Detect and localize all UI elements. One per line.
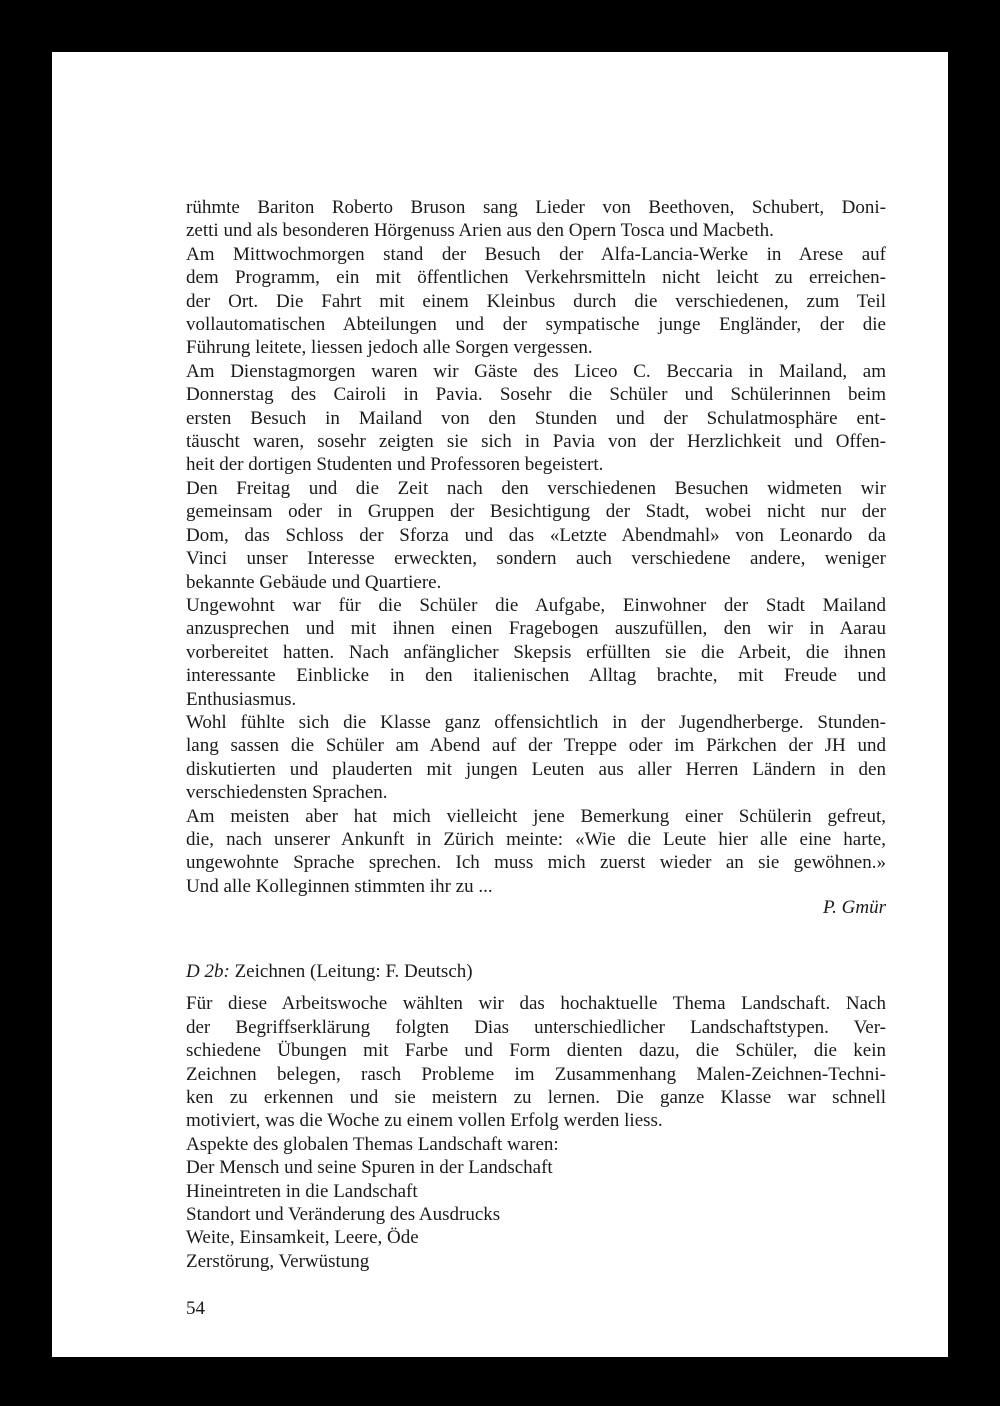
text-line: vorbereitet hatten. Nach anfänglicher Skepsis erfüllten sie die Arbeit, die ihnen bbox=[186, 641, 886, 663]
text-line: Für diese Arbeitswoche wählten wir das hochaktuelle Thema Landschaft. Nach bbox=[186, 993, 886, 1015]
section-code: D 2b: bbox=[186, 961, 230, 982]
page-number: 54 bbox=[186, 1298, 205, 1319]
text-line: Führung leitete, liessen jedoch alle Sorgen vergessen. bbox=[186, 337, 593, 359]
text-line: ken zu erkennen und sie meistern zu lernen. Die ganze Klasse war schnell bbox=[186, 1087, 886, 1109]
text-line: Ungewohnt war für die Schüler die Aufgabe, Einwohner der Stadt Mailand bbox=[186, 594, 886, 616]
report-body bbox=[186, 196, 886, 898]
text-line: vollautomatischen Abteilungen und der sympatische junge Engländer, der die bbox=[186, 314, 886, 336]
text-line: Am Dienstagmorgen waren wir Gäste des Liceo C. Beccaria in Mailand, am bbox=[186, 360, 886, 382]
text-line: Enthusiasmus. bbox=[186, 688, 297, 710]
text-line: Zeichnen belegen, rasch Probleme im Zusammenhang Malen-Zeichnen-Techni- bbox=[186, 1063, 886, 1085]
aspect-item: Hineintreten in die Landschaft bbox=[186, 1180, 418, 1202]
text-line: Donnerstag des Cairoli in Pavia. Sosehr die Schüler und Schülerinnen beim bbox=[186, 384, 886, 406]
aspect-item: Der Mensch und seine Spuren in der Landschaft bbox=[186, 1157, 553, 1179]
text-line: bekannte Gebäude und Quartiere. bbox=[186, 571, 442, 593]
text-line: verschiedensten Sprachen. bbox=[186, 782, 388, 804]
aspects-intro: Aspekte des globalen Themas Landschaft waren: bbox=[186, 1133, 559, 1155]
text-line: der Ort. Die Fahrt mit einem Kleinbus durch die verschiedenen, zum Teil bbox=[186, 290, 886, 312]
text-line: anzusprechen und mit ihnen einen Fragebogen auszufüllen, den wir in Aarau bbox=[186, 618, 886, 640]
text-line: Am Mittwochmorgen stand der Besuch der Alfa-Lancia-Werke in Arese auf bbox=[186, 243, 886, 265]
text-line: der Begriffserklärung folgten Dias unterschiedlicher Landschaftstypen. Ver- bbox=[186, 1016, 886, 1038]
text-line: lang sassen die Schüler am Abend auf der Treppe oder im Pärkchen der JH und bbox=[186, 735, 886, 757]
section-heading bbox=[186, 960, 886, 983]
text-line: Vinci unser Interesse erweckten, sondern auch verschiedene andere, weniger bbox=[186, 548, 886, 570]
author-signature: P. Gmür bbox=[823, 897, 886, 918]
text-line: diskutierten und plauderten mit jungen Leuten aus aller Herren Ländern in den bbox=[186, 758, 886, 780]
aspect-item: Zerstörung, Verwüstung bbox=[186, 1250, 370, 1272]
section-d2b bbox=[186, 960, 886, 1273]
text-line: motiviert, was die Woche zu einem vollen Erfolg werden liess. bbox=[186, 1110, 663, 1132]
text-line: dem Programm, ein mit öffentlichen Verkehrsmitteln nicht leicht zu erreichen- bbox=[186, 267, 886, 289]
text-line: Und alle Kolleginnen stimmten ihr zu ... bbox=[186, 875, 493, 897]
text-line: heit der dortigen Studenten und Professoren begeistert. bbox=[186, 454, 604, 476]
aspect-item: Weite, Einsamkeit, Leere, Öde bbox=[186, 1227, 419, 1249]
text-line: Am meisten aber hat mich vielleicht jene Bemerkung einer Schülerin gefreut, bbox=[186, 805, 886, 827]
text-line: täuscht waren, sosehr zeigten sie sich in Pavia von der Herzlichkeit und Offen- bbox=[186, 431, 886, 453]
text-line: Den Freitag und die Zeit nach den verschiedenen Besuchen widmeten wir bbox=[186, 477, 886, 499]
text-line: Dom, das Schloss der Sforza und das «Letzte Abendmahl» von Leonardo da bbox=[186, 524, 886, 546]
text-line: die, nach unserer Ankunft in Zürich meinte: «Wie die Leute hier alle eine harte, bbox=[186, 828, 886, 850]
text-line: schiedene Übungen mit Farbe und Form dienten dazu, die Schüler, die kein bbox=[186, 1040, 886, 1062]
document-page bbox=[52, 52, 948, 1357]
text-line: Wohl fühlte sich die Klasse ganz offensichtlich in der Jugendherberge. Stunden- bbox=[186, 711, 886, 733]
text-line: rühmte Bariton Roberto Bruson sang Lieder von Beethoven, Schubert, Doni- bbox=[186, 197, 886, 218]
aspect-item: Standort und Veränderung des Ausdrucks bbox=[186, 1204, 501, 1226]
text-line: ersten Besuch in Mailand von den Stunden und der Schulatmosphäre ent- bbox=[186, 407, 886, 429]
text-line: ungewohnte Sprache sprechen. Ich muss mich zuerst wieder an sie gewöhnen.» bbox=[186, 852, 886, 874]
text-line: gemeinsam oder in Gruppen der Besichtigung der Stadt, wobei nicht nur der bbox=[186, 501, 886, 523]
text-line: zetti und als besonderen Hörgenuss Arien aus den Opern Tosca und Macbeth. bbox=[186, 220, 774, 242]
text-line: interessante Einblicke in den italienischen Alltag brachte, mit Freude und bbox=[186, 665, 886, 687]
section-title: Zeichnen (Leitung: F. Deutsch) bbox=[229, 961, 473, 982]
